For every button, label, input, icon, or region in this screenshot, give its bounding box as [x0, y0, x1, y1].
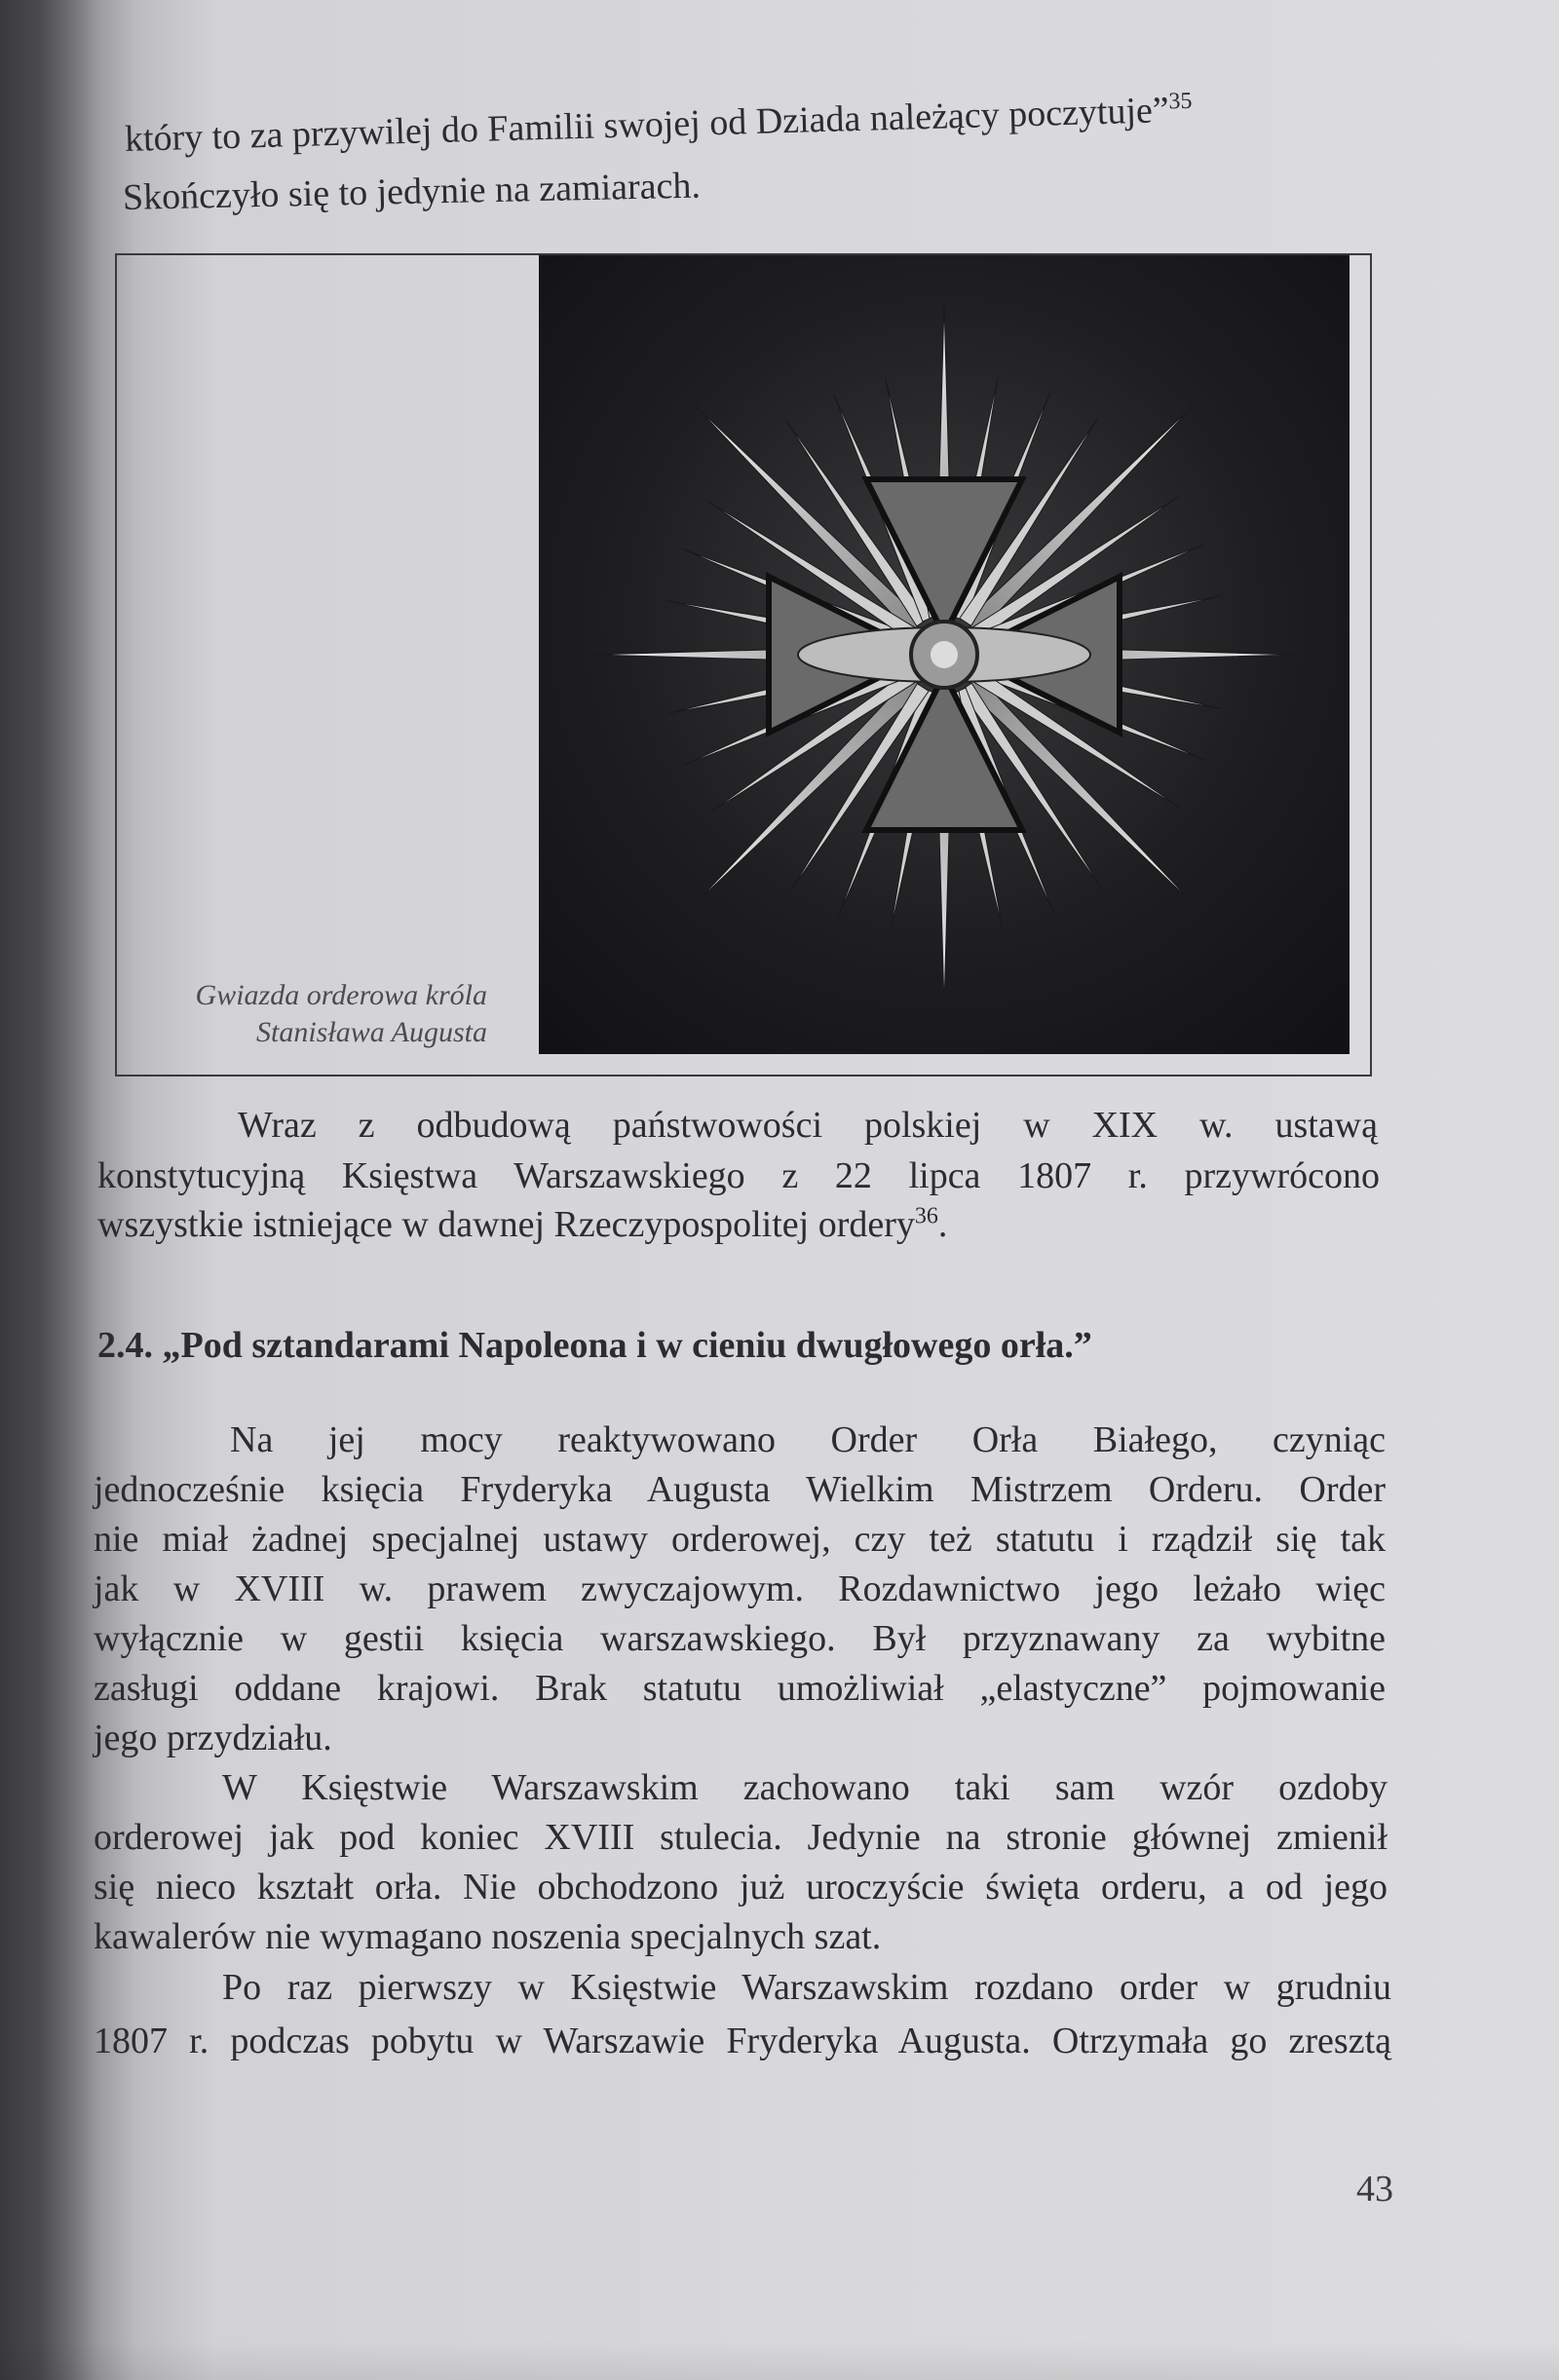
section-heading: 2.4. „Pod sztandarami Napoleona i w cieniu dwugłowego orła.” — [97, 1325, 1092, 1366]
paragraph-2-line: zasługi oddane krajowi. Brak statutu umożliwiał „elastyczne” pojmowanie — [94, 1668, 1386, 1709]
paragraph-3-line: W Księstwie Warszawskim zachowano taki sam wzór ozdoby — [222, 1767, 1388, 1808]
figure-caption-line-1: Gwiazda orderowa króla — [195, 979, 487, 1011]
footnote-ref-35: 35 — [1168, 88, 1193, 115]
paragraph-4-line: Po raz pierwszy w Księstwie Warszawskim rozdano order w grudniu — [222, 1967, 1391, 2008]
paragraph-3-line: orderowej jak pod koniec XVIII stulecia. Jedynie na stronie głównej zmienił — [94, 1817, 1388, 1858]
paragraph-3-line: kawalerów nie wymagano noszenia specjalnych szat. — [94, 1916, 882, 1957]
figure-caption — [146, 977, 487, 1051]
paragraph-1-line-2: konstytucyjną Księstwa Warszawskiego z 22 lipca 1807 r. przywrócono — [97, 1155, 1380, 1196]
order-star-photo — [539, 255, 1350, 1054]
paragraph-2-line: jego przydziału. — [94, 1718, 332, 1758]
paragraph-1-line-3 — [97, 1200, 947, 1250]
paragraph-4-line: 1807 r. podczas pobytu w Warszawie Fryderyka Augusta. Otrzymała go zresztą — [94, 2021, 1391, 2061]
paragraph-2-line: Na jej mocy reaktywowano Order Orła Białego, czyniąc — [230, 1419, 1386, 1460]
order-star-icon — [539, 255, 1350, 1054]
paragraph-1-line-1: Wraz z odbudową państwowości polskiej w XIX w. ustawą — [238, 1105, 1378, 1146]
figure-caption-line-2: Stanisława Augusta — [256, 1016, 487, 1048]
page-number: 43 — [1356, 2169, 1393, 2210]
paragraph-2-line: jak w XVIII w. prawem zwyczajowym. Rozdawnictwo jego leżało więc — [94, 1568, 1386, 1609]
top-text-line-1 — [124, 80, 1382, 165]
paragraph-3-line: się nieco kształt orła. Nie obchodzono już uroczyście święta orderu, a od jego — [94, 1867, 1388, 1908]
footnote-ref-36: 36 — [914, 1203, 938, 1229]
page-bottom-shade — [0, 2341, 1559, 2380]
paragraph-2-line: wyłącznie w gestii księcia warszawskiego. Był przyznawany za wybitne — [94, 1618, 1386, 1659]
paragraph-1-line-3-body: wszystkie istniejące w dawnej Rzeczypospolitej ordery — [97, 1204, 915, 1245]
paragraph-2-line: jednocześnie księcia Fryderyka Augusta Wielkim Mistrzem Orderu. Order — [94, 1469, 1386, 1510]
top-text-line-2: Skończyło się to jedynie na zamiarach. — [122, 165, 702, 218]
paragraph-2-line: nie miał żadnej specjalnej ustawy orderowej, czy też statutu i rządził się tak — [94, 1519, 1386, 1560]
top-text-line-1-body: który to za przywilej do Familii swojej od Dziada należący poczytuje” — [124, 90, 1170, 160]
paragraph-1-line-3-end: . — [937, 1204, 948, 1245]
